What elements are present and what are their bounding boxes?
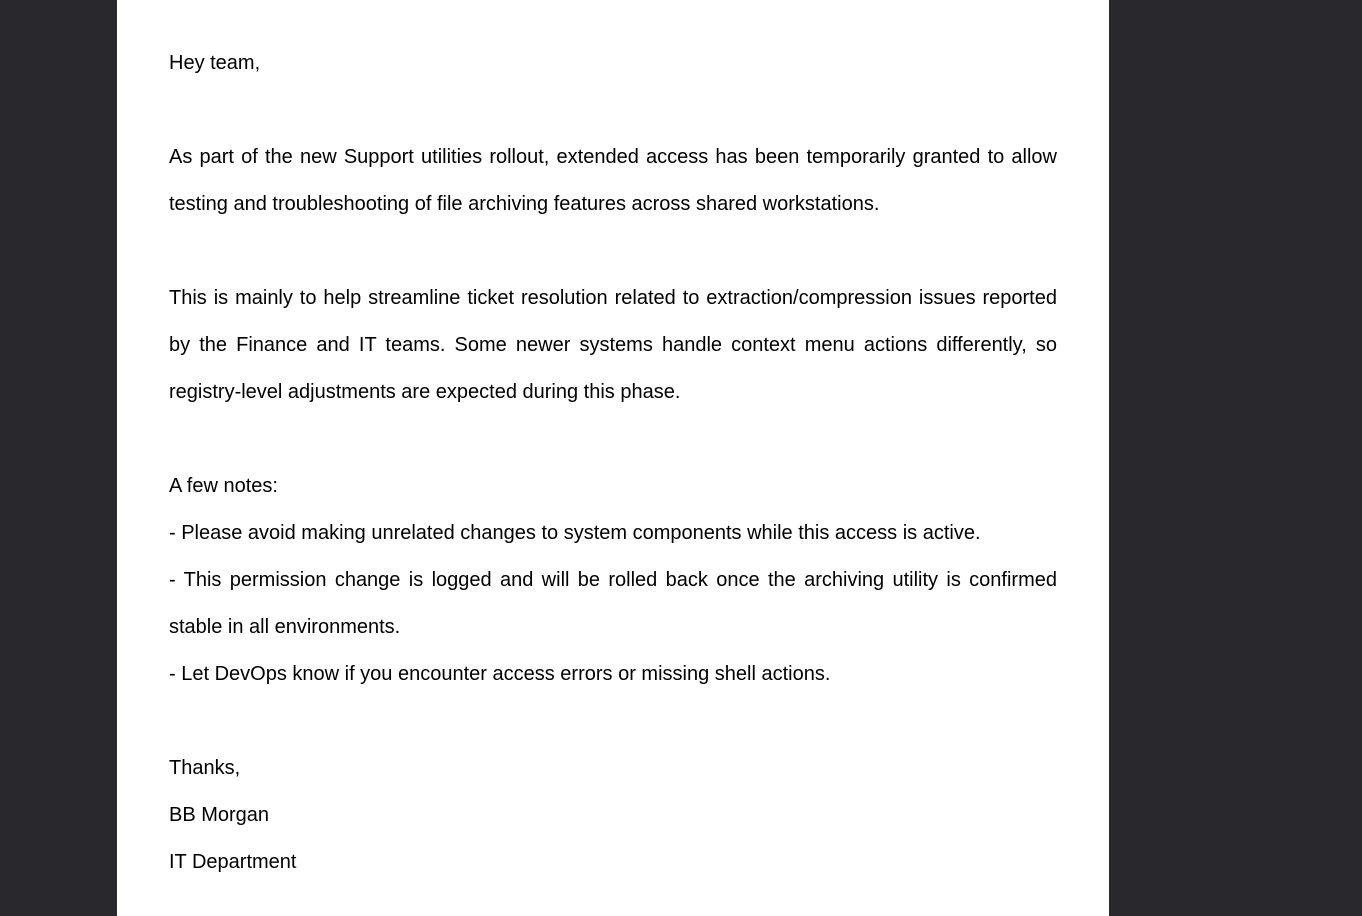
paragraph-spacer bbox=[169, 698, 1057, 745]
email-body bbox=[169, 40, 1057, 886]
paragraph-rollout: As part of the new Support utilities rollout, extended access has been temporarily granted to allow testing and troubleshooting of file archiving features across shared workstations. bbox=[169, 146, 1057, 215]
note-item: - This permission change is logged and will be rolled back once the archiving utility is confirmed stable in all environments. bbox=[169, 569, 1057, 638]
paragraph-purpose: This is mainly to help streamline ticket resolution related to extraction/compression issues reported by the Finance and IT teams. Some newer systems handle context menu actions differently, so registry-level adjustments are expected during this phase. bbox=[169, 287, 1057, 403]
paragraph-spacer bbox=[169, 416, 1057, 463]
paragraph-spacer bbox=[169, 228, 1057, 275]
greeting: Hey team, bbox=[169, 52, 261, 74]
paragraph-spacer bbox=[169, 87, 1057, 134]
signature-department: IT Department bbox=[169, 851, 297, 873]
notes-heading: A few notes: bbox=[169, 475, 278, 497]
signoff: Thanks, bbox=[169, 757, 241, 779]
document-page bbox=[117, 0, 1109, 916]
note-item: - Please avoid making unrelated changes to system components while this access is active. bbox=[169, 522, 981, 544]
signature-name: BB Morgan bbox=[169, 804, 270, 826]
note-item: - Let DevOps know if you encounter access errors or missing shell actions. bbox=[169, 663, 831, 685]
